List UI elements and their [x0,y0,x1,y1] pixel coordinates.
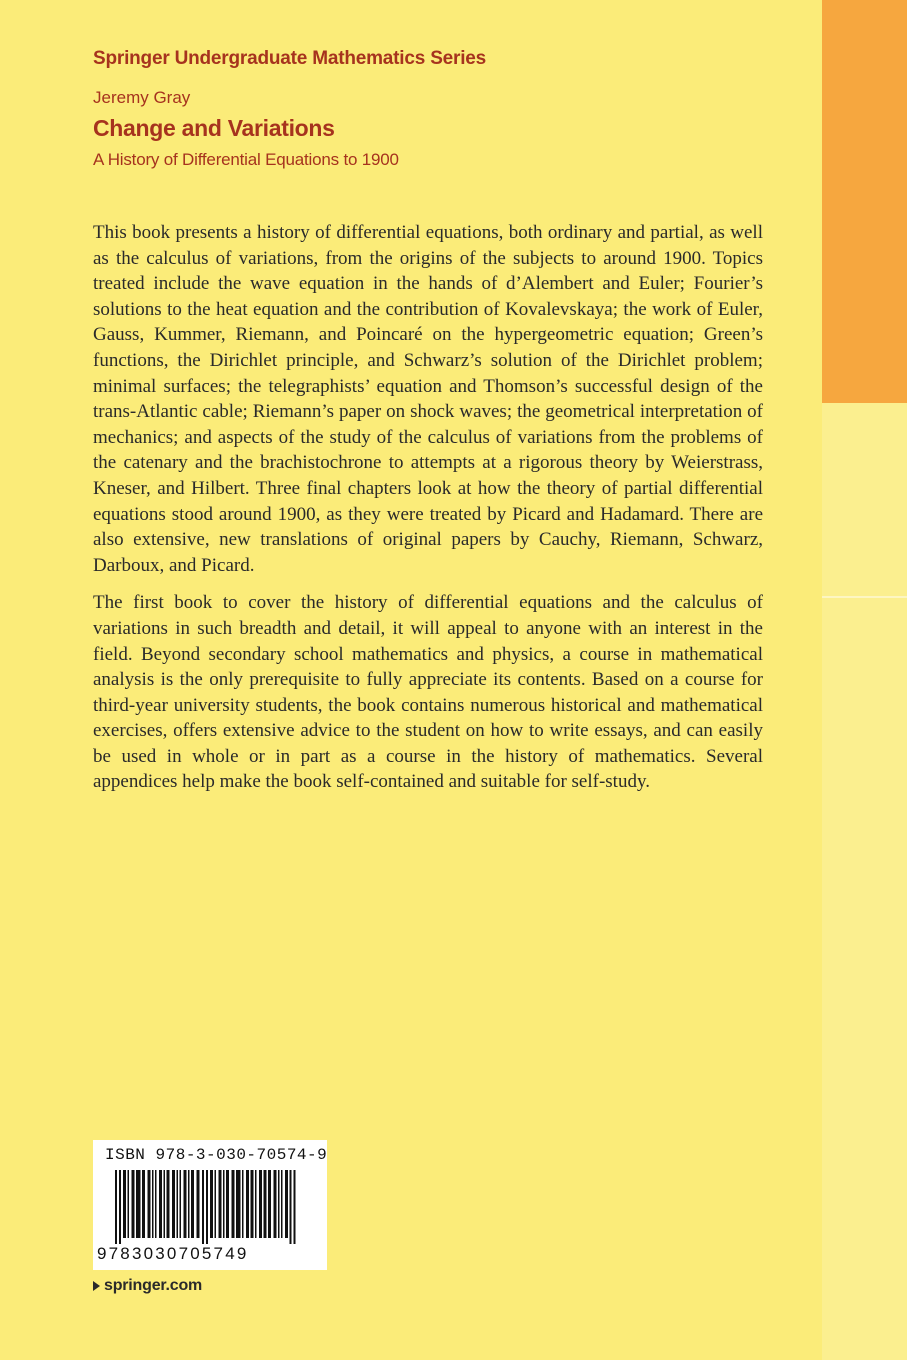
barcode-bar [172,1170,175,1238]
barcode-bar [285,1170,288,1238]
barcode-bar [294,1170,296,1244]
barcode-bar [236,1170,241,1238]
barcode-bar [148,1170,151,1238]
barcode-bar [132,1170,135,1238]
barcode-bar [206,1170,208,1244]
isbn-barcode [93,1140,327,1270]
series-name: Springer Undergraduate Mathematics Series [93,48,487,69]
barcode-bar [188,1170,190,1238]
barcode-bar [136,1170,141,1238]
barcode-bar [219,1170,222,1238]
book-subtitle: A History of Differential Equations to 1900 [93,150,399,169]
barcode-bar [191,1170,194,1238]
isbn-label: ISBN 978-3-030-70574-9 [105,1146,328,1164]
barcode-bar [264,1170,267,1238]
barcode-bar [215,1170,217,1238]
author-name: Jeremy Gray [93,88,191,107]
blurb-paragraph-2: The first book to cover the history of differential equations and the calculus of variations in such breadth and detail, it will appeal to anyone with an interest in the field. Beyond secondary school mathematics and physics, a course in mathematical analysis is the only prerequisite to fully appreciate its contents. Based on a course for third-year university students, the book contains numerous historical and mathematical exercises, offers extensive advice to the student on how to write essays, and can easily be used in whole or in part as a course in the history of mathematics. Several appendices help make the book self-contained and suitable for self-study. [93,592,763,793]
spine-divider [822,596,907,598]
barcode-bar [210,1170,213,1238]
barcode-bars [115,1170,305,1246]
barcode-bar [251,1170,254,1238]
barcode-bar [274,1170,277,1238]
blurb [93,220,763,807]
barcode-bar [155,1170,157,1238]
barcode-bar [164,1170,166,1238]
spine-accent-pale [822,403,907,1360]
barcode-bar [159,1170,162,1238]
barcode-bar [255,1170,257,1238]
ean-digits: 9783030705749 [97,1244,249,1263]
barcode-bar [123,1170,126,1238]
barcode-bar [223,1170,225,1238]
barcode-bar [167,1170,170,1238]
book-title: Change and Variations [93,115,335,141]
barcode-bar [142,1170,145,1238]
barcode-bar [197,1170,200,1238]
barcode-bar [259,1170,262,1238]
spine-accent-orange [822,0,907,403]
barcode-bar [281,1170,283,1238]
publisher-link[interactable] [93,1277,202,1295]
barcode-bar [184,1170,187,1238]
blurb-paragraph-1: This book presents a history of differential equations, both ordinary and partial, as well as the calculus of variations, from the origins of the subjects to around 1900. Topics treated include the wave equation in the hands of d’Alembert and Euler; Fourier’s solutions to the heat equation and the contribution of Kovalevskaya; the work of Euler, Gauss, Kummer, Riemann, and Poincaré on the hypergeometric equation; Green’s functions, the Dirichlet principle, and Schwarz’s solution of the Dirichlet problem; minimal surfaces; the telegraphists’ equation and Thomson’s successful design of the trans-Atlantic cable; Riemann’s paper on shock waves; the geometrical interpretation of mechanics; and aspects of the study of the calculus of variations from the problems of the catenary and the brachistochrone to attempts at a rigorous theory by Weierstrass, Kneser, and Hilbert. Three final chapters look at how the theory of partial differential equations stood around 1900, as they were treated by Picard and Hadamard. There are also extensive, new translations of original papers by Cauchy, Riemann, Schwarz, Darboux, and Picard. [93,222,763,576]
barcode-bar [128,1170,130,1238]
barcode-bar [290,1170,292,1244]
barcode-bar [278,1170,280,1238]
barcode-bar [115,1170,117,1244]
barcode-bar [242,1170,244,1238]
barcode-bar [152,1170,154,1238]
barcode-bar [202,1170,204,1244]
publisher-link-text: springer.com [104,1277,203,1294]
barcode-bar [177,1170,179,1238]
barcode-bar [180,1170,182,1238]
barcode-bar [226,1170,229,1238]
barcode-bar [268,1170,271,1238]
barcode-bar [246,1170,249,1238]
arrow-right-icon [93,1281,100,1291]
barcode-bar [232,1170,235,1238]
barcode-bar [119,1170,121,1244]
